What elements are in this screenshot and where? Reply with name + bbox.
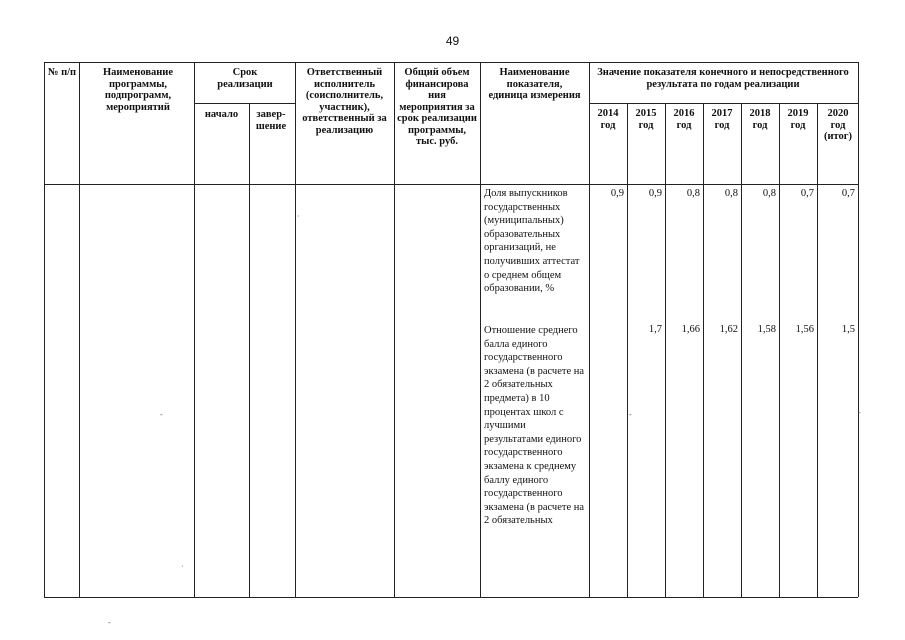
header-indicator: Наименование показателя, единица измерения: [488, 67, 581, 101]
header-bottom-border: [44, 184, 858, 185]
indicator-value: 1,66: [681, 324, 700, 335]
header-year: 2017 год: [711, 108, 733, 131]
col-border: [817, 103, 818, 597]
scan-mark: -: [108, 618, 111, 627]
table-bottom-border: [44, 597, 858, 598]
col-border: [703, 103, 704, 597]
col-border: [295, 62, 296, 597]
indicator-value: 1,58: [757, 324, 776, 335]
header-year: 2019 год: [787, 108, 809, 131]
header-term: Срок реализации: [217, 67, 273, 90]
indicator-value: 0,8: [724, 188, 738, 199]
term-subheader-line: [194, 103, 295, 104]
col-border: [194, 62, 195, 597]
indicator-value: 0,8: [762, 188, 776, 199]
header-program-name: Наименование программы, подпрограмм, мероприятий: [103, 67, 173, 113]
header-executor: Ответственный исполнитель (соисполнитель, участник), ответственный за реализацию: [302, 67, 387, 136]
col-border: [589, 62, 590, 597]
col-border: [44, 62, 45, 597]
scan-mark: -: [858, 408, 861, 417]
indicator-value: 1,7: [648, 324, 662, 335]
col-border: [627, 103, 628, 597]
indicator-value: 0,9: [610, 188, 624, 199]
header-term-start: начало: [204, 109, 239, 120]
col-border: [249, 103, 250, 597]
indicator-value: 1,56: [795, 324, 814, 335]
col-border: [480, 62, 481, 597]
header-year: 2015 год: [635, 108, 657, 131]
scan-mark: -: [629, 410, 632, 419]
col-border: [79, 62, 80, 597]
col-border: [741, 103, 742, 597]
indicator-value: 1,5: [841, 324, 855, 335]
scan-mark: ·: [297, 212, 300, 221]
col-border: [665, 103, 666, 597]
header-number: № п/п: [47, 67, 77, 78]
indicator-value: 0,7: [841, 188, 855, 199]
indicator-text: Доля выпускников государственных (муниципальных) образовательных организаций, не получивших аттестат о среднем общем образовании, %: [484, 188, 580, 295]
indicator-value: 0,8: [686, 188, 700, 199]
scan-mark: -: [160, 410, 163, 419]
col-border: [779, 103, 780, 597]
page-number: 49: [445, 34, 460, 48]
indicator-value: 1,62: [719, 324, 738, 335]
header-term-end: завер-шение: [255, 109, 287, 132]
header-financing: Общий объем финансирова ния мероприятия за срок реализации программы, тыс. руб.: [397, 67, 477, 147]
indicator-value: 0,7: [800, 188, 814, 199]
header-year: 2020 год (итог): [823, 108, 853, 142]
col-border: [858, 62, 859, 597]
header-year: 2014 год: [597, 108, 619, 131]
col-border: [394, 62, 395, 597]
indicator-value: 0,9: [648, 188, 662, 199]
table-top-border: [44, 62, 858, 63]
scan-mark: ·: [181, 562, 184, 571]
header-values: Значение показателя конечного и непосредственного результата по годам реализации: [597, 67, 849, 90]
indicator-text: Отношение среднего балла единого государственного экзамена (в расчете на 2 обязательных предмета) в 10 процентах школ с лучшими результатами единого государственного экзамена к среднему баллу единого государственного экзамена (в расчете на 2 обязательных: [484, 325, 585, 527]
header-year: 2018 год: [749, 108, 771, 131]
header-year: 2016 год: [673, 108, 695, 131]
